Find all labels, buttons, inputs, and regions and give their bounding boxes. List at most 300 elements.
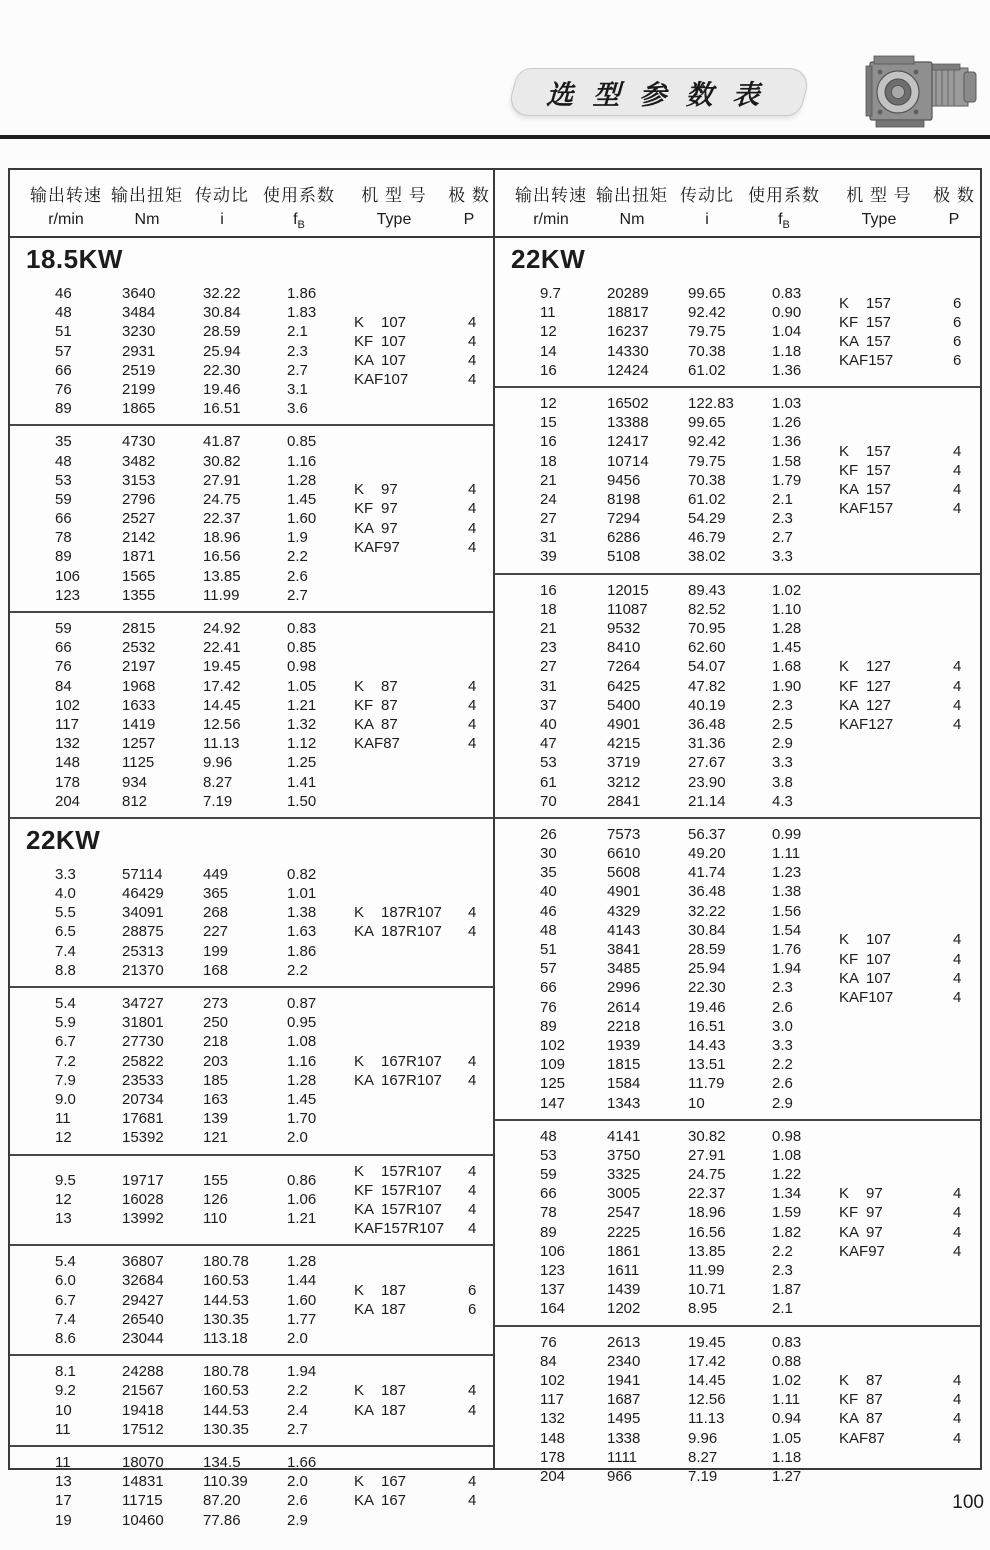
speed-cell: 178 (540, 1448, 566, 1466)
header-torque (106, 181, 188, 229)
table-row (495, 1390, 835, 1409)
type-list (835, 1371, 985, 1448)
ratio-cell: 22.41 (203, 639, 241, 657)
ratio-cell: 54.29 (688, 510, 726, 528)
poles-value: 6 (468, 1282, 477, 1300)
ratio-cell: 24.75 (203, 490, 241, 508)
header-unit: i (220, 211, 224, 228)
ratio-cell: 180.78 (203, 1253, 249, 1271)
header-unit: Type (376, 211, 412, 228)
ratio-cell: 17.42 (688, 1352, 726, 1370)
speed-cell: 70 (540, 792, 557, 810)
speed-cell: 21 (540, 471, 557, 489)
speed-cell: 6.7 (55, 1291, 76, 1309)
service-factor-cell: 1.87 (772, 1281, 802, 1299)
table-row (495, 1299, 835, 1318)
table-row (495, 528, 835, 547)
service-factor-cell: 0.99 (772, 825, 802, 843)
ratio-cell: 19.46 (203, 380, 241, 398)
ratio-cell: 87.20 (203, 1492, 241, 1510)
torque-cell: 3484 (122, 304, 156, 322)
table-row (10, 490, 350, 509)
data-rows (10, 994, 350, 1148)
torque-cell: 17512 (122, 1420, 164, 1438)
torque-cell: 13992 (122, 1210, 164, 1228)
table-row (495, 638, 835, 657)
service-factor-cell: 1.58 (772, 452, 802, 470)
torque-cell: 57114 (122, 865, 163, 883)
type-row (839, 499, 985, 518)
table-row (495, 600, 835, 619)
ratio-cell: 110 (203, 1210, 227, 1228)
service-factor-cell: 1.10 (772, 600, 802, 618)
service-factor-cell: 0.98 (287, 658, 317, 676)
table-row (10, 903, 350, 922)
table-row (495, 1127, 835, 1146)
ratio-cell: 47.82 (688, 677, 726, 695)
gear-block (495, 278, 980, 388)
speed-cell: 27 (540, 510, 557, 528)
speed-cell: 16 (540, 361, 557, 379)
type-model: 87 (866, 1410, 883, 1428)
type-prefix: KA (839, 1410, 860, 1428)
ratio-cell: 121 (203, 1129, 229, 1147)
torque-cell: 2199 (122, 380, 156, 398)
type-model: 97 (383, 538, 400, 556)
service-factor-cell: 2.7 (287, 1420, 308, 1438)
speed-cell: 40 (540, 715, 557, 733)
table-row (10, 619, 350, 638)
header-unit: Type (861, 211, 897, 228)
type-model: 97 (381, 481, 398, 499)
speed-cell: 109 (540, 1056, 566, 1074)
type-prefix: KA (839, 481, 860, 499)
speed-cell: 53 (540, 1146, 557, 1164)
type-list (835, 930, 985, 1007)
ratio-cell: 92.42 (688, 433, 726, 451)
poles-value: 4 (468, 1071, 477, 1089)
type-prefix: KF (839, 677, 859, 695)
ratio-cell: 32.22 (688, 902, 726, 920)
ratio-cell: 22.30 (688, 979, 726, 997)
type-model: 87 (868, 1429, 885, 1447)
poles-value: 6 (953, 332, 962, 350)
type-prefix: KF (354, 332, 374, 350)
type-row (839, 332, 985, 351)
poles-value: 4 (468, 1052, 477, 1070)
data-rows (495, 284, 835, 380)
service-factor-cell: 1.11 (772, 1391, 801, 1409)
speed-cell: 117 (55, 715, 79, 733)
speed-cell: 7.4 (55, 1310, 76, 1328)
service-factor-cell: 1.50 (287, 792, 317, 810)
right-half (495, 170, 980, 1485)
service-factor-cell: 1.45 (287, 490, 317, 508)
data-rows (10, 1362, 350, 1439)
table-row (495, 1036, 835, 1055)
service-factor-cell: 1.94 (772, 960, 802, 978)
speed-cell: 13 (55, 1473, 72, 1491)
type-prefix: KAF (354, 1220, 384, 1238)
poles-value: 6 (953, 294, 962, 312)
speed-cell: 76 (540, 998, 557, 1016)
torque-cell: 11087 (607, 600, 648, 618)
speed-cell: 6.5 (55, 923, 76, 941)
speed-cell: 47 (540, 735, 557, 753)
table-row (495, 547, 835, 566)
speed-cell: 19 (55, 1511, 72, 1529)
type-prefix: KAF (839, 1242, 869, 1260)
type-prefix: KF (839, 950, 859, 968)
table-row (10, 1329, 350, 1348)
torque-cell: 3005 (607, 1185, 641, 1203)
header-ratio (671, 181, 743, 229)
service-factor-cell: 1.18 (772, 1448, 802, 1466)
ratio-cell: 14.43 (688, 1036, 726, 1054)
ratio-cell: 25.94 (203, 342, 241, 360)
torque-cell: 14831 (122, 1473, 164, 1491)
service-factor-cell: 1.21 (287, 696, 317, 714)
header-label-cn: 输出转速 (30, 186, 102, 205)
service-factor-cell: 0.83 (772, 1333, 802, 1351)
ratio-cell: 36.48 (688, 883, 726, 901)
table-row (10, 1171, 350, 1190)
poles-value: 4 (953, 1391, 962, 1409)
type-prefix: KF (354, 696, 374, 714)
service-factor-cell: 0.90 (772, 304, 802, 322)
torque-cell: 2225 (607, 1223, 641, 1241)
table-row (10, 638, 350, 657)
table-row (495, 1055, 835, 1074)
service-factor-cell: 3.6 (287, 400, 308, 418)
type-row (354, 715, 500, 734)
type-prefix: K (354, 904, 365, 922)
table-row (10, 284, 350, 303)
speed-cell: 11 (55, 1110, 71, 1128)
speed-cell: 66 (55, 361, 72, 379)
type-model: 107 (866, 931, 892, 949)
torque-cell: 23533 (122, 1071, 164, 1089)
table-row (10, 792, 350, 811)
type-model: 157 (866, 332, 892, 350)
torque-cell: 16028 (122, 1191, 164, 1209)
type-row (354, 313, 500, 332)
torque-cell: 46429 (122, 885, 164, 903)
ratio-cell: 27.91 (203, 471, 241, 489)
service-factor-cell: 1.16 (287, 1052, 317, 1070)
service-factor-cell: 3.8 (772, 773, 793, 791)
poles-value: 4 (953, 1371, 962, 1389)
power-section-title: 18.5KW (26, 244, 123, 274)
torque-cell: 934 (122, 773, 148, 791)
torque-cell: 8410 (607, 639, 641, 657)
table-row (495, 753, 835, 772)
speed-cell: 6.0 (55, 1272, 76, 1290)
torque-cell: 34091 (122, 904, 164, 922)
ratio-cell: 144.53 (203, 1291, 249, 1309)
type-model: 187 (381, 1401, 407, 1419)
type-model: 107 (866, 969, 892, 987)
table-row (495, 581, 835, 600)
data-rows (495, 1333, 835, 1487)
poles-value: 4 (953, 969, 962, 987)
header-divider-rule (0, 135, 990, 139)
speed-cell: 21 (540, 620, 557, 637)
service-factor-cell: 2.2 (287, 548, 308, 566)
type-prefix: KAF (839, 715, 869, 733)
header-label-cn: 极 数 (448, 186, 490, 205)
torque-cell: 31801 (122, 1014, 164, 1032)
torque-cell: 1687 (607, 1391, 641, 1409)
type-prefix: K (839, 442, 850, 460)
torque-cell: 2519 (122, 361, 156, 379)
service-factor-cell: 1.27 (772, 1467, 802, 1485)
ratio-cell: 21.14 (688, 792, 726, 810)
table-row (10, 586, 350, 605)
header-label-cn: 传动比 (195, 186, 249, 205)
ratio-cell: 54.07 (688, 658, 726, 676)
ratio-cell: 89.43 (688, 581, 726, 599)
torque-cell: 24288 (122, 1363, 164, 1381)
torque-cell: 1871 (122, 548, 156, 566)
service-factor-cell: 2.1 (772, 490, 793, 508)
service-factor-cell: 1.45 (772, 639, 802, 657)
service-factor-cell: 2.5 (772, 715, 793, 733)
service-factor-cell: 1.70 (287, 1110, 317, 1128)
speed-cell: 26 (540, 825, 557, 843)
type-model: 107 (866, 950, 892, 968)
type-list (835, 1184, 985, 1261)
torque-cell: 1111 (607, 1448, 638, 1466)
type-row (839, 1371, 985, 1390)
table-row (10, 922, 350, 941)
type-prefix: KA (839, 332, 860, 350)
speed-cell: 17 (55, 1492, 72, 1510)
type-model: 87 (381, 696, 398, 714)
banner-title: 选 型 参 数 表 (544, 79, 773, 110)
type-model: 87 (381, 677, 398, 695)
speed-cell: 5.4 (55, 1253, 76, 1271)
service-factor-cell: 1.68 (772, 658, 802, 676)
type-row (354, 696, 500, 715)
torque-cell: 812 (122, 792, 148, 810)
type-row (839, 1390, 985, 1409)
ratio-cell: 46.79 (688, 529, 726, 547)
poles-value: 4 (468, 1220, 477, 1238)
torque-cell: 32684 (122, 1272, 164, 1290)
header-unit: P (948, 211, 960, 228)
type-row (839, 1409, 985, 1428)
torque-cell: 2142 (122, 529, 156, 547)
ratio-cell: 185 (203, 1071, 229, 1089)
torque-cell: 2815 (122, 620, 156, 637)
table-row (495, 1467, 835, 1486)
torque-cell: 1939 (607, 1036, 641, 1054)
torque-cell: 1611 (607, 1262, 640, 1279)
poles-value: 4 (953, 950, 962, 968)
type-list (835, 294, 985, 371)
type-prefix: K (354, 1473, 365, 1491)
service-factor-cell: 1.76 (772, 941, 802, 958)
type-model: 157 (866, 481, 892, 499)
type-model: 157 (866, 442, 892, 460)
sections (495, 238, 980, 1492)
speed-cell: 12 (55, 1191, 72, 1209)
service-factor-cell: 1.02 (772, 581, 802, 599)
ratio-cell: 155 (203, 1172, 229, 1190)
torque-cell: 1343 (607, 1094, 641, 1112)
type-row (354, 1281, 500, 1300)
table-row (495, 1017, 835, 1036)
type-row (354, 480, 500, 499)
table-row (495, 1429, 835, 1448)
speed-cell: 66 (540, 979, 557, 997)
speed-cell: 102 (540, 1371, 566, 1389)
ratio-cell: 163 (203, 1090, 229, 1108)
data-rows (10, 619, 350, 811)
table-row (495, 882, 835, 901)
speed-cell: 18 (540, 600, 557, 618)
torque-cell: 2613 (607, 1333, 641, 1351)
type-prefix: KAF (354, 735, 384, 753)
service-factor-cell: 2.9 (287, 1511, 308, 1529)
gear-block (10, 613, 493, 819)
header-type (827, 181, 931, 229)
type-prefix: KA (839, 969, 860, 987)
poles-value: 4 (468, 332, 477, 350)
speed-cell: 57 (540, 960, 557, 978)
ratio-cell: 10 (688, 1094, 705, 1112)
ratio-cell: 40.19 (688, 696, 726, 714)
ratio-cell: 70.95 (688, 620, 726, 637)
torque-cell: 2841 (607, 792, 641, 810)
service-factor-cell: 2.6 (772, 998, 793, 1016)
speed-cell: 53 (55, 471, 72, 489)
ratio-cell: 31.36 (688, 735, 726, 753)
torque-cell: 8198 (607, 490, 641, 508)
ratio-cell: 16.56 (203, 548, 241, 566)
ratio-cell: 9.96 (203, 754, 233, 772)
type-list (350, 313, 500, 390)
poles-value: 4 (468, 904, 477, 922)
table-row (10, 452, 350, 471)
service-factor-cell: 1.60 (287, 510, 317, 528)
type-model: 157R107 (381, 1181, 442, 1199)
type-prefix: K (839, 1371, 850, 1389)
speed-cell: 76 (540, 1333, 557, 1351)
table-row (495, 734, 835, 753)
torque-cell: 3153 (122, 471, 156, 489)
type-row (354, 1071, 500, 1090)
torque-cell: 2931 (122, 342, 156, 360)
speed-cell: 51 (55, 323, 72, 341)
torque-cell: 2218 (607, 1017, 641, 1035)
table-row (10, 1453, 350, 1472)
type-row (354, 1401, 500, 1420)
torque-cell: 28875 (122, 923, 164, 941)
table-row (10, 734, 350, 753)
type-row (839, 1223, 985, 1242)
speed-cell: 164 (540, 1300, 566, 1318)
table-row (10, 322, 350, 341)
service-factor-cell: 0.98 (772, 1127, 802, 1145)
speed-cell: 8.1 (55, 1363, 76, 1381)
type-prefix: K (354, 1382, 365, 1400)
type-prefix: KF (354, 1181, 374, 1199)
table-row (10, 1209, 350, 1228)
table-row (495, 1184, 835, 1203)
ratio-cell: 70.38 (688, 342, 726, 360)
speed-cell: 5.5 (55, 904, 76, 922)
ratio-cell: 30.82 (688, 1127, 726, 1145)
torque-cell: 5108 (607, 548, 641, 566)
table-row (10, 696, 350, 715)
torque-cell: 1202 (607, 1300, 641, 1318)
type-prefix: KA (354, 923, 375, 941)
service-factor-cell: 2.1 (772, 1300, 793, 1318)
service-factor-cell: 3.0 (772, 1017, 793, 1035)
service-factor-cell: 2.4 (287, 1401, 308, 1419)
gear-block (495, 1327, 980, 1493)
ratio-cell: 41.74 (688, 864, 726, 882)
service-factor-cell: 0.94 (772, 1410, 802, 1428)
service-factor-cell: 0.87 (287, 995, 317, 1012)
torque-cell: 1941 (607, 1371, 641, 1389)
type-row (839, 1203, 985, 1222)
torque-cell: 21370 (122, 961, 164, 979)
torque-cell: 21567 (122, 1382, 164, 1400)
type-row (354, 499, 500, 518)
service-factor-cell: 1.18 (772, 342, 802, 360)
speed-cell: 123 (55, 586, 81, 604)
type-model: 167 (381, 1492, 407, 1510)
speed-cell: 37 (540, 696, 557, 714)
data-rows (495, 1127, 835, 1319)
service-factor-cell: 1.06 (287, 1191, 317, 1209)
torque-cell: 2527 (122, 510, 156, 528)
type-model: 157 (868, 500, 894, 518)
type-prefix: KA (354, 1071, 375, 1089)
table-row (10, 528, 350, 547)
speed-cell: 102 (55, 696, 81, 714)
header-service-factor (260, 181, 338, 231)
table-row (10, 1291, 350, 1310)
ratio-cell: 11.13 (688, 1410, 725, 1428)
torque-cell: 19418 (122, 1401, 164, 1419)
speed-cell: 89 (540, 1223, 557, 1241)
service-factor-cell: 3.3 (772, 548, 793, 566)
table-row (495, 959, 835, 978)
poles-value: 4 (468, 1181, 477, 1199)
type-model: 107 (381, 352, 407, 370)
type-row (354, 903, 500, 922)
ratio-cell: 16.51 (203, 400, 241, 418)
table-row (10, 1271, 350, 1290)
service-factor-cell: 2.3 (287, 342, 308, 360)
table-row (10, 773, 350, 792)
header-type (342, 181, 446, 229)
type-list (350, 1381, 500, 1419)
ratio-cell: 16.56 (688, 1223, 726, 1241)
speed-cell: 11 (55, 1453, 71, 1471)
torque-cell: 2796 (122, 490, 156, 508)
torque-cell: 4329 (607, 902, 641, 920)
poles-value: 4 (468, 1382, 477, 1400)
type-model: 87 (383, 735, 400, 753)
ratio-cell: 30.84 (203, 304, 241, 322)
torque-cell: 12424 (607, 361, 649, 379)
table-row (10, 1032, 350, 1051)
